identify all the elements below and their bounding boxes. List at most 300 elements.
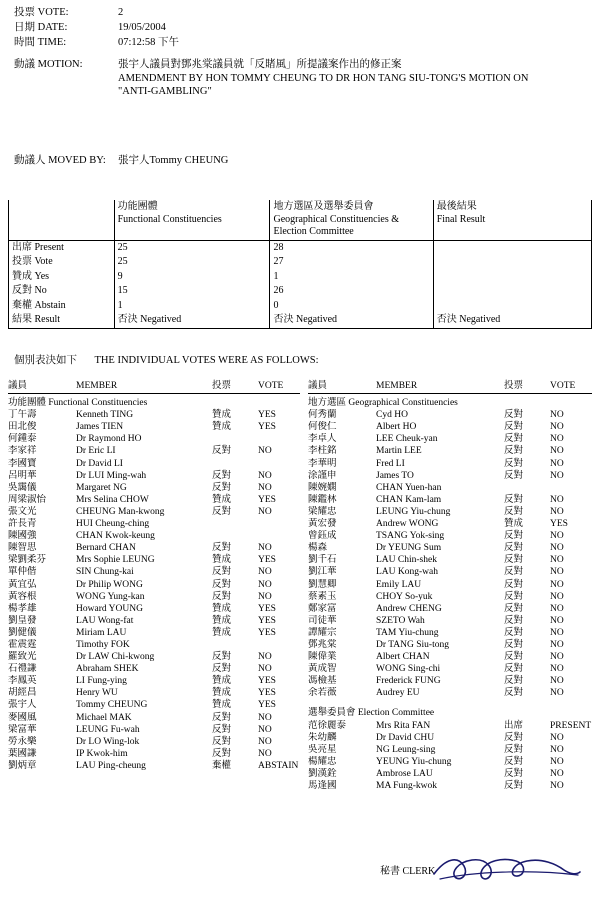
member-name-cn: 朱幼麟 [308,732,337,743]
vote-row [8,724,300,736]
member-vote-en: NO [258,506,272,517]
member-vote-en: YES [258,410,276,421]
member-name-en: YEUNG Yiu-chung [376,756,452,767]
member-vote-cn: 反對 [504,627,524,638]
member-vote-en: NO [258,736,272,747]
vote-row [308,518,592,530]
member-vote-cn: 反對 [212,591,232,602]
member-name-en: WONG Yung-kan [76,591,145,602]
member-name-cn: 涂謹申 [308,470,337,481]
member-name-en: James TIEN [76,422,124,433]
member-name-en: MA Fung-kwok [376,781,437,791]
motion-text [118,58,586,99]
date-value: 19/05/2004 [118,22,166,33]
member-name-cn: 劉皇發 [8,615,37,626]
member-vote-en: YES [258,627,276,638]
member-vote-en: NO [550,781,564,791]
member-name-en: Kenneth TING [76,410,134,421]
member-vote-en: YES [550,519,568,530]
vote-row [308,566,592,578]
motion-line-cn: 張宇人議員對鄧兆棠議員就「反賭風」所提議案作出的修正案 [118,59,402,70]
vote-row [8,409,300,421]
member-name-cn: 霍震霆 [8,639,37,650]
member-vote-cn: 反對 [504,615,524,626]
date-label: 日期 DATE: [14,22,68,33]
member-name-en: Dr Eric LI [76,446,116,457]
motion-line-en1: AMENDMENT BY HON TOMMY CHEUNG TO DR HON TANG SIU-TONG'S MOTION ON [118,72,529,84]
member-vote-cn: 反對 [504,744,524,755]
member-vote-en: ABSTAIN [258,760,299,771]
member-name-cn: 馮檢基 [308,676,337,687]
vote-col-label-en-left: VOTE [258,381,284,391]
member-name-en: Dr Raymond HO [76,434,142,445]
vote-row [8,615,300,627]
member-name-en: Albert HO [376,422,417,433]
vote-row [308,651,592,663]
vote-row [8,639,300,651]
member-name-en: Andrew WONG [376,519,439,530]
member-vote-cn: 反對 [504,531,524,542]
motion-block [14,58,586,99]
member-vote-cn: 贊成 [212,688,232,699]
member-name-cn: 司徒華 [308,615,337,626]
vote-row [8,530,300,542]
member-vote-en: NO [550,652,564,663]
member-vote-en: YES [258,676,276,687]
vote-row [8,470,300,482]
member-name-en: Howard YOUNG [76,603,143,614]
member-vote-en: NO [550,555,564,566]
member-vote-cn: 反對 [504,664,524,675]
vote-row [308,744,592,756]
summary-row-label: 投票 Vote [9,255,115,270]
member-col-label-en-right: MEMBER [376,381,418,391]
vote-row [308,482,592,494]
member-name-en: SZETO Wah [376,615,425,626]
member-vote-en [550,482,592,494]
summary-row [9,255,592,270]
member-vote-en [258,518,300,530]
member-name-cn: 梁富華 [8,724,37,735]
member-vote-en: YES [258,700,276,711]
member-name-en: Dr LAW Chi-kwong [76,652,155,663]
member-vote-cn: 反對 [504,768,524,779]
member-name-cn: 葉國謙 [8,748,37,759]
vote-row [8,542,300,554]
vote-row [308,603,592,615]
member-vote-en [258,530,300,542]
member-col-label-cn-left: 議員 [8,381,28,391]
member-vote-cn: 贊成 [212,494,232,505]
member-vote-cn: 反對 [504,434,524,445]
member-name-cn: 勞永樂 [8,736,37,747]
member-vote-cn: 反對 [504,603,524,614]
summary-row-functional: 25 [114,255,270,270]
member-vote-cn: 反對 [212,567,232,578]
vote-row [8,591,300,603]
member-vote-cn: 反對 [504,422,524,433]
vote-row [308,409,592,421]
member-name-cn: 劉千石 [308,555,337,566]
vote-row [8,506,300,518]
member-vote-cn: 反對 [212,543,232,554]
member-name-en: LAU Chin-shek [376,555,437,566]
member-vote-cn: 反對 [504,494,524,505]
member-name-en: Ambrose LAU [376,768,433,779]
summary-header-row [9,200,592,240]
member-name-en: Fred LI [376,458,405,469]
member-vote-en: YES [258,688,276,699]
member-col-label-en-left: MEMBER [76,381,118,391]
member-name-en: Dr David CHU [376,732,435,743]
summary-row-label: 反對 No [9,284,115,299]
member-vote-cn: 贊成 [212,615,232,626]
member-vote-cn: 反對 [504,458,524,469]
vote-row [308,756,592,768]
vote-row [308,687,592,699]
summary-col-geographical-en2: Election Committee [273,226,354,237]
member-vote-cn: 反對 [504,410,524,421]
member-vote-en: NO [550,434,564,445]
summary-row-functional: 9 [114,270,270,285]
member-name-en: LAU Ping-cheung [76,760,146,771]
vote-row [308,732,592,744]
member-name-cn: 李家祥 [8,446,37,457]
summary-row [9,313,592,328]
member-name-en: TAM Yiu-chung [376,627,439,638]
vote-row [308,542,592,554]
member-vote-cn: 贊成 [212,422,232,433]
member-name-cn: 何鍾泰 [8,434,37,445]
member-vote-cn: 反對 [504,446,524,457]
member-name-en: Audrey EU [376,688,420,699]
vote-row [8,421,300,433]
member-name-en: Bernard CHAN [76,543,136,554]
member-name-cn: 李國寶 [8,458,37,469]
member-name-en: LI Fung-ying [76,676,127,687]
member-vote-cn: 反對 [504,732,524,743]
member-vote-cn: 贊成 [212,700,232,711]
member-name-en: Abraham SHEK [76,664,139,675]
member-name-en: Mrs Selina CHOW [76,494,149,505]
member-name-en: Henry WU [76,688,118,699]
member-vote-en: NO [550,458,564,469]
member-name-en: LAU Kong-wah [376,567,439,578]
individual-votes-heading-cn: 個別表決如下 [14,355,77,366]
vote-row [308,627,592,639]
member-vote-cn: 反對 [212,748,232,759]
member-name-en: Albert CHAN [376,652,430,663]
time-row [14,36,586,49]
member-vote-cn: 反對 [504,756,524,767]
vote-row [308,768,592,780]
member-name-cn: 黃宜弘 [8,579,37,590]
member-vote-en: NO [550,494,564,505]
member-vote-cn: 反對 [504,781,524,791]
member-vote-en: NO [550,531,564,542]
vote-row [308,470,592,482]
member-name-cn: 劉慧卿 [308,579,337,590]
member-name-cn: 馬逢國 [308,781,337,791]
document-header [14,6,586,51]
member-vote-en: NO [550,591,564,602]
member-name-cn: 李華明 [308,458,337,469]
member-vote-cn [212,458,258,470]
member-name-cn: 陳偉業 [308,652,337,663]
member-name-cn: 石禮謙 [8,664,37,675]
vote-row [308,591,592,603]
vote-value: 2 [118,7,124,18]
member-vote-cn: 贊成 [212,555,232,566]
member-vote-cn [212,518,258,530]
member-vote-en: NO [550,732,564,743]
member-name-cn: 劉江華 [308,567,337,578]
vote-col-label-cn-left: 投票 [212,381,232,391]
member-name-cn: 曾鈺成 [308,531,337,542]
group-spacer [308,699,592,706]
summary-col-geographical-cn: 地方選區及選舉委員會 [273,201,374,212]
individual-votes-heading-en: THE INDIVIDUAL VOTES WERE AS FOLLOWS: [94,355,319,366]
member-name-cn: 陳婉嫻 [308,482,337,493]
member-vote-en: NO [550,744,564,755]
time-value: 07:12:58 下午 [118,37,179,48]
member-name-cn: 羅致光 [8,652,37,663]
vote-row [8,518,300,530]
summary-col-final-cn: 最後結果 [436,201,477,212]
vote-row [308,445,592,457]
vote-row [308,433,592,445]
vote-row [308,458,592,470]
summary-row-geographical: 27 [270,255,433,270]
vote-row [308,506,592,518]
vote-rows-geographical [308,409,592,699]
member-vote-cn: 反對 [504,591,524,602]
vote-row [308,663,592,675]
member-name-en: Dr YEUNG Sum [376,543,442,554]
summary-corner-cell [9,200,115,240]
member-name-cn: 梁劉柔芬 [8,555,47,566]
member-name-cn: 陳國強 [8,531,37,542]
summary-row-geographical: 1 [270,270,433,285]
member-name-en: NG Leung-sing [376,744,436,755]
motion-line-en2: "ANTI-GAMBLING" [118,86,212,97]
moved-by-label: 動議人 MOVED BY: [14,155,106,166]
member-name-cn: 范徐麗泰 [308,720,347,731]
vote-row [8,445,300,457]
member-name-en: Mrs Rita FAN [376,720,431,731]
summary-table [8,200,592,329]
member-name-cn: 劉炳章 [8,760,37,771]
member-name-en: CHAN Kwok-keung [76,531,155,542]
vote-label: 投票 VOTE: [14,7,69,18]
group-label-functional: 功能團體 Functional Constituencies [8,398,148,409]
vote-row [8,736,300,748]
vote-row [308,579,592,591]
member-name-en: CHAN Yuen-han [376,482,442,493]
member-vote-cn: 贊成 [212,627,232,638]
member-vote-cn: 棄權 [212,760,232,771]
member-vote-en: NO [258,543,272,554]
member-name-cn: 劉健儀 [8,627,37,638]
member-vote-en: NO [258,748,272,759]
vote-row [8,627,300,639]
summary-row-label: 出席 Present [9,240,115,255]
member-vote-en: NO [550,603,564,614]
member-name-en: Dr LO Wing-lok [76,736,140,747]
member-name-en: CHEUNG Man-kwong [76,506,165,517]
votes-header-left [8,380,300,393]
member-name-en: LEUNG Yiu-chung [376,506,451,517]
summary-row-final [433,299,591,314]
member-name-en: Timothy FOK [76,639,130,650]
member-name-en: Dr Philip WONG [76,579,143,590]
member-name-cn: 張宇人 [8,700,37,711]
vote-row [8,748,300,760]
member-vote-en: NO [550,756,564,767]
member-vote-cn: 反對 [504,688,524,699]
member-vote-en [258,458,300,470]
member-name-en: Margaret NG [76,482,127,493]
member-vote-en: NO [550,615,564,626]
member-name-cn: 鄧兆棠 [308,639,337,650]
member-vote-cn: 贊成 [504,519,524,530]
member-vote-en: PRESENT [550,720,592,731]
member-vote-en: NO [258,652,272,663]
member-name-en: LEUNG Fu-wah [76,724,140,735]
member-name-cn: 陳鑑林 [308,494,337,505]
votes-header-right [308,380,592,393]
member-vote-en: YES [258,615,276,626]
time-label: 時間 TIME: [14,37,67,48]
member-name-en: Miriam LAU [76,627,127,638]
member-name-cn: 麥國風 [8,712,37,723]
member-name-en: Dr David LI [76,458,123,469]
member-name-en: Tommy CHEUNG [76,700,148,711]
member-vote-cn: 反對 [212,712,232,723]
member-vote-en: NO [550,422,564,433]
member-name-cn: 黃宏發 [308,519,337,530]
member-name-en: LEE Cheuk-yan [376,434,438,445]
member-vote-cn: 反對 [504,579,524,590]
member-name-en: Dr TANG Siu-tong [376,639,449,650]
vote-row [308,639,592,651]
member-name-cn: 鄭家富 [308,603,337,614]
member-vote-cn: 反對 [504,543,524,554]
member-vote-en: NO [258,470,272,481]
member-name-en: Emily LAU [376,579,422,590]
member-vote-en: NO [550,664,564,675]
vote-row [8,675,300,687]
member-vote-en: NO [550,470,564,481]
member-vote-en: NO [550,567,564,578]
summary-row-label: 贊成 Yes [9,270,115,285]
member-name-en: Michael MAK [76,712,132,723]
member-name-en: CHAN Kam-lam [376,494,442,505]
member-name-cn: 李卓人 [308,434,337,445]
summary-row-functional: 25 [114,240,270,255]
vote-row [8,579,300,591]
member-vote-en: YES [258,603,276,614]
member-name-cn: 何秀蘭 [308,410,337,421]
summary-row-final [433,270,591,285]
summary-row-functional: 15 [114,284,270,299]
member-vote-cn: 反對 [504,555,524,566]
member-vote-cn: 反對 [504,506,524,517]
member-vote-cn [212,433,258,445]
member-vote-en: NO [258,482,272,493]
member-name-cn: 吳亮星 [308,744,337,755]
vote-row [8,482,300,494]
member-name-en: HUI Cheung-ching [76,519,150,530]
member-vote-en: NO [258,712,272,723]
summary-col-final-en: Final Result [436,213,486,225]
vote-row [8,433,300,445]
vote-row [8,494,300,506]
vote-row [308,554,592,566]
member-vote-en: YES [258,422,276,433]
member-vote-cn: 反對 [212,664,232,675]
member-name-cn: 許長青 [8,519,37,530]
member-vote-cn [212,639,258,651]
summary-row-geographical: 0 [270,299,433,314]
member-vote-en: NO [550,579,564,590]
group-label-election-committee: 選舉委員會 Election Committee [308,708,435,719]
member-name-en: Dr LUI Ming-wah [76,470,147,481]
summary-row-functional: 1 [114,299,270,314]
votes-column-right [300,380,592,792]
clerk-signature [432,848,582,888]
vote-rows-election-committee [308,720,592,793]
vote-row [14,6,586,19]
summary-row-final [433,255,591,270]
member-name-cn: 黃成智 [308,664,337,675]
member-vote-en: YES [258,494,276,505]
individual-votes-region [8,380,592,792]
member-vote-en: NO [550,639,564,650]
summary-row [9,299,592,314]
vote-row [8,687,300,699]
divider-right [308,393,592,394]
member-vote-cn: 反對 [212,446,232,457]
member-vote-cn: 反對 [212,506,232,517]
member-vote-en: NO [258,567,272,578]
summary-col-geographical-en: Geographical Constituencies & [273,213,399,225]
vote-row [308,720,592,732]
member-name-cn: 余若薇 [308,688,337,699]
member-name-cn: 楊耀忠 [308,756,337,767]
member-name-cn: 李柱銘 [308,446,337,457]
member-name-cn: 單仲偕 [8,567,37,578]
member-name-en: CHOY So-yuk [376,591,433,602]
moved-by-value: 張宇人Tommy CHEUNG [118,155,229,166]
divider-left [8,393,300,394]
member-name-en: Cyd HO [376,410,408,421]
member-vote-en: NO [550,410,564,421]
summary-row-geographical: 26 [270,284,433,299]
member-vote-en: NO [258,724,272,735]
vote-row [8,712,300,724]
member-name-en: Martin LEE [376,446,422,457]
member-vote-en: NO [258,664,272,675]
member-name-cn: 劉漢銓 [308,768,337,779]
member-name-cn: 田北俊 [8,422,37,433]
summary-row-final [433,240,591,255]
vote-row [8,566,300,578]
summary-row [9,270,592,285]
member-name-cn: 呂明華 [8,470,37,481]
member-vote-cn: 反對 [212,579,232,590]
member-name-cn: 譚耀宗 [308,627,337,638]
